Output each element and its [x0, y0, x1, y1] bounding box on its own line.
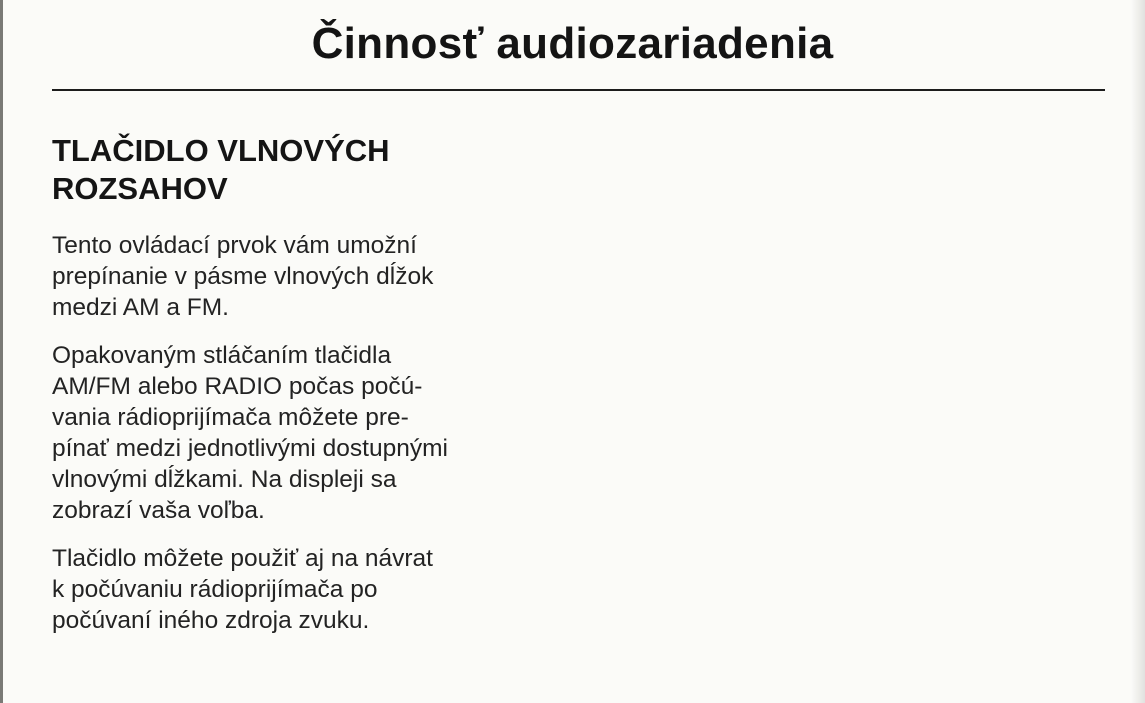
text-line: Opakovaným stláčaním tlačidla: [52, 342, 392, 369]
text-line: počúvaní iného zdroja zvuku.: [52, 607, 370, 634]
text-line: medzi AM a FM.: [52, 294, 229, 321]
section-heading-line-2: ROZSAHOV: [52, 171, 228, 206]
paragraph-return: [52, 543, 572, 636]
paragraph-switching: [52, 340, 572, 526]
header-divider: [52, 89, 1105, 91]
text-line: k počúvaniu rádioprijímača po: [52, 576, 378, 603]
paragraph-intro: [52, 230, 572, 323]
section-heading: [52, 132, 572, 208]
text-line: vlnovými dĺžkami. Na displeji sa: [52, 466, 397, 493]
text-line: pínať medzi jednotlivými dostupnými: [52, 435, 448, 462]
page-fold-shadow: [1131, 0, 1145, 703]
page-binding-edge: [0, 0, 3, 703]
text-line: vania rádioprijímača môžete pre-: [52, 404, 409, 431]
text-line: Tento ovládací prvok vám umožní: [52, 232, 417, 259]
section-heading-line-1: TLAČIDLO VLNOVÝCH: [52, 133, 390, 168]
text-line: AM/FM alebo RADIO počas počú-: [52, 373, 423, 400]
text-line: Tlačidlo môžete použiť aj na návrat: [52, 545, 433, 572]
page-title: Činnosť audiozariadenia: [311, 19, 834, 68]
text-line: zobrazí vaša voľba.: [52, 497, 265, 524]
section-band-button: [52, 132, 572, 653]
text-line: prepínanie v pásme vlnových dĺžok: [52, 263, 434, 290]
